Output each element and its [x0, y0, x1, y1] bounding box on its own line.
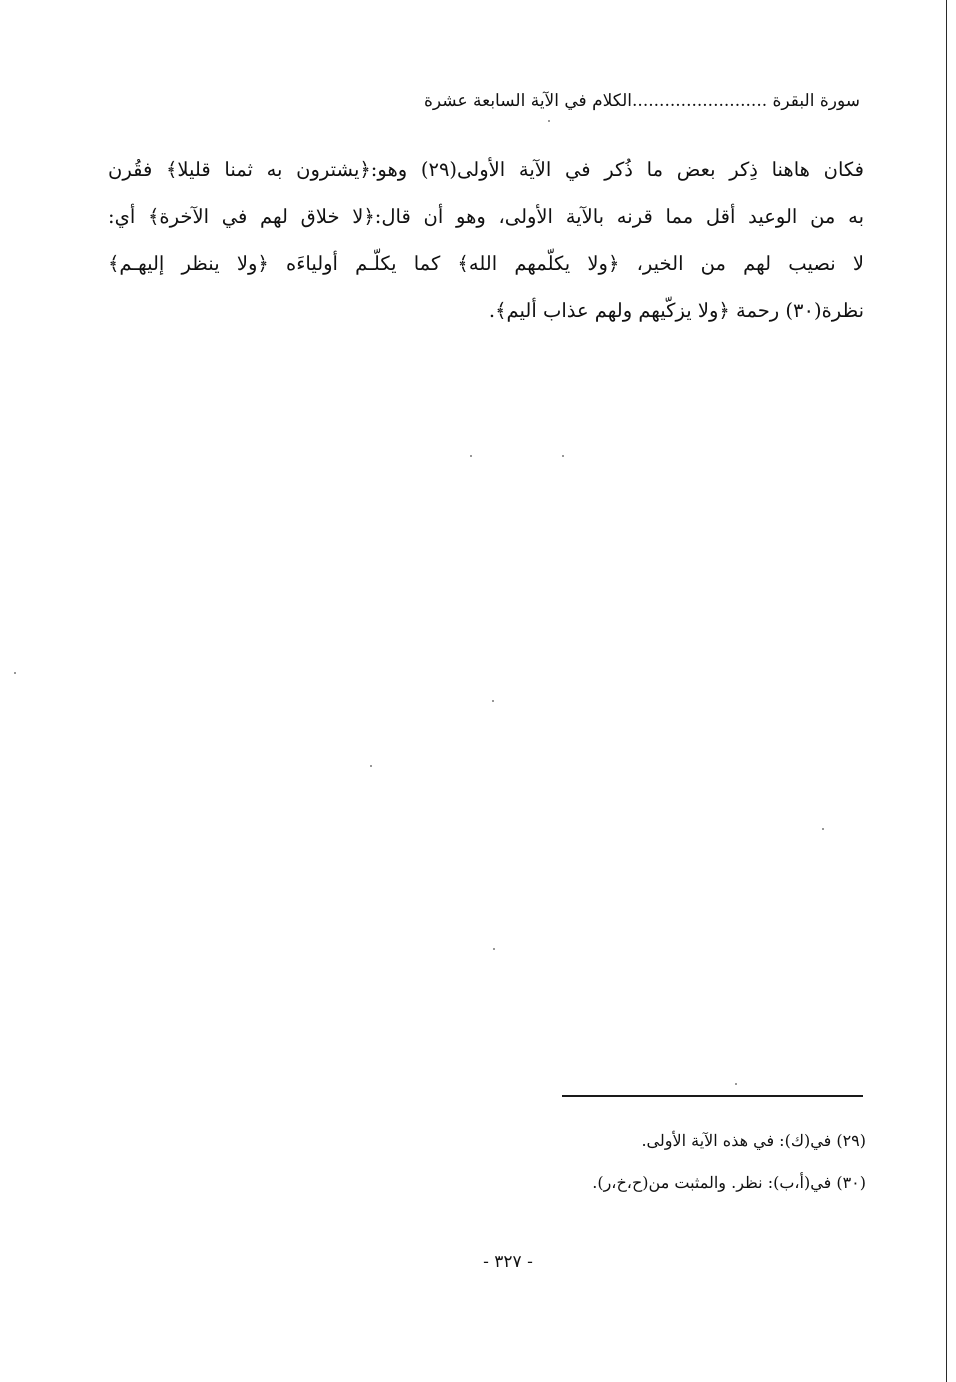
footnotes [300, 1120, 866, 1204]
main-text [108, 146, 864, 334]
text-line: فكان هاهنا ذِكر بعض ما ذُكر في الآية الأولى(٢٩) وهو:﴿يشترون به ثمنا قليلا﴾ فقُرن [108, 158, 864, 181]
footnote: (٣٠) في(أ،ب): نظر. والمثبت من(ح،خ،ر). [592, 1173, 866, 1192]
scan-speck [492, 700, 494, 702]
scan-speck [14, 672, 16, 674]
page-edge-line [946, 0, 947, 1382]
text-line: نظرة(٣٠) رحمة ﴿ولا يزكّيهم ولهم عذاب أليم﴾. [488, 299, 864, 322]
text-line: به من الوعيد أقل مما قرنه بالآية الأولى، وهو أن قال:﴿لا خلاق لهم في الآخرة﴾ أي: [108, 205, 864, 228]
running-header: سورة البقرة .........................الكلام في الآية السابعة عشرة [424, 91, 860, 111]
scan-speck [370, 765, 372, 767]
scan-speck [735, 1083, 737, 1085]
footnote: (٢٩) في(ك): في هذه الآية الأولى. [641, 1131, 866, 1150]
scan-speck [470, 455, 472, 457]
scan-speck [548, 120, 550, 122]
text-line: لا نصيب لهم من الخير، ﴿ولا يكلّمهم الله﴾ كما يكلّـم أولياءَه ﴿ولا ينظر إليهـم﴾ [108, 252, 864, 275]
scan-speck [822, 828, 824, 830]
scan-speck [493, 948, 495, 950]
page-number: - ٣٢٧ - [483, 1252, 533, 1272]
scan-speck [562, 455, 564, 457]
footnote-separator [562, 1095, 863, 1097]
